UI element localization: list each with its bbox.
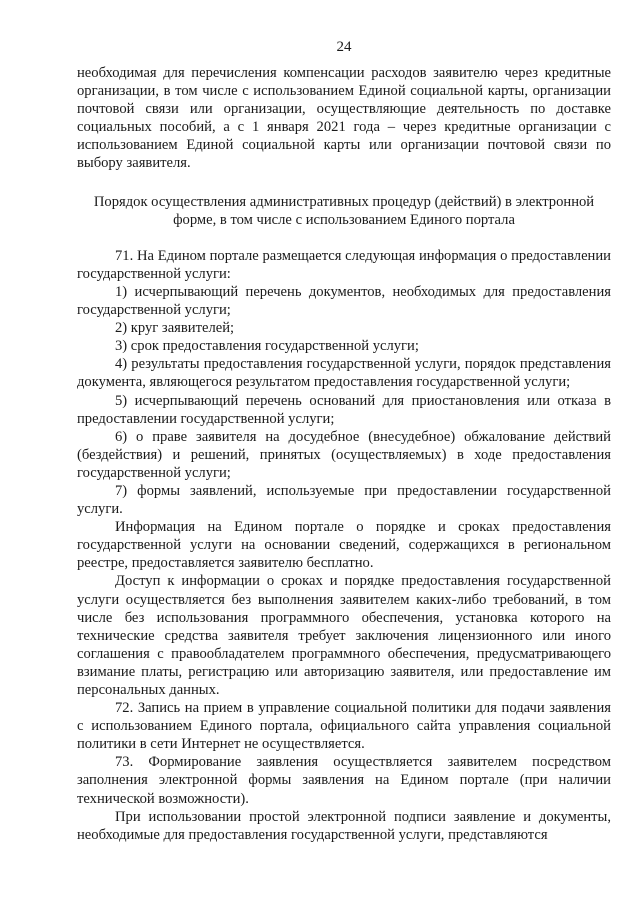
document-page	[77, 0, 611, 905]
paragraph-72: 72. Запись на прием в управление социальной политики для подачи заявления с использованием Единого портала, официального сайта управления социальной политики в сети Интернет не осуществляется.	[77, 700, 611, 753]
list-item-6: 6) о праве заявителя на досудебное (внесудебное) обжалование действий (бездействия) и решений, принятых (осуществляемых) в ходе предоставления государственной услуги;	[77, 428, 611, 481]
paragraph-access: Доступ к информации о сроках и порядке предоставления государственной услуги осуществляется без выполнения заявителем каких-либо требований, в том числе без использования программного обеспечения, установка которого на технические средства заявителя требует заключения лицензионного или иного соглашения с правообладателем программного обеспечения, предусматривающего взимание платы, регистрацию или авторизацию заявителя, или предоставление им персональных данных.	[77, 573, 611, 698]
paragraph-73: 73. Формирование заявления осуществляется заявителем посредством заполнения электронной формы заявления на Едином портале (при наличии технической возможности).	[77, 754, 611, 807]
list-item-7: 7) формы заявлений, используемые при предоставлении государственной услуги.	[77, 482, 611, 518]
list-item-5: 5) исчерпывающий перечень оснований для приостановления или отказа в предоставлении государственной услуги;	[77, 392, 611, 427]
intro-paragraph: необходимая для перечисления компенсации расходов заявителю через кредитные организации, в том числе с использованием Единой социальной карты, организации почтовой связи или организации, осуществляющие деятельность по доставке социальных пособий, а с 1 января 2021 года – через кредитные организации с использованием Единой социальной карты или организации почтовой связи по выбору заявителя.	[77, 65, 611, 172]
list-item-3: 3) срок предоставления государственной услуги;	[115, 338, 419, 355]
list-item-4: 4) результаты предоставления государственной услуги, порядок представления документа, являющегося результатом предоставления государственной услуги;	[77, 356, 611, 391]
paragraph-71: 71. На Едином портале размещается следующая информация о предоставлении государственной услуги:	[77, 247, 611, 282]
list-item-2: 2) круг заявителей;	[115, 320, 235, 337]
paragraph-info-free: Информация на Едином портале о порядке и сроках предоставления государственной услуги на основании сведений, содержащихся в региональном реестре, предоставляется заявителю бесплатно.	[77, 519, 611, 572]
list-item-1: 1) исчерпывающий перечень документов, необходимых для предоставления государственной услуги;	[77, 283, 611, 319]
document-body	[77, 64, 611, 844]
paragraph-signature: При использовании простой электронной подписи заявление и документы, необходимые для предоставления государственной услуги, представляются	[77, 808, 611, 843]
section-heading: Порядок осуществления административных процедур (действий) в электронной форме, в том числе с использованием Единого портала	[93, 193, 595, 228]
page-number: 24	[336, 39, 352, 55]
